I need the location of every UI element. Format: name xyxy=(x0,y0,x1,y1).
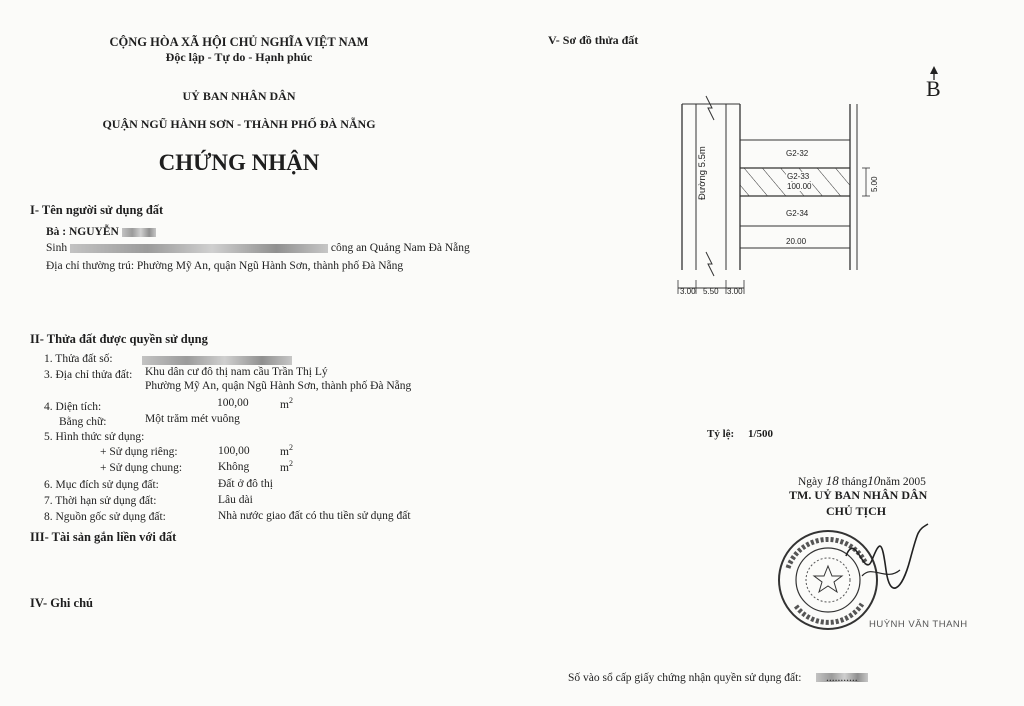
private-use-unit: $m^2$ xyxy=(280,443,293,458)
shared-use-value: Không xyxy=(218,461,250,473)
issue-date: Ngày 18 tháng10năm 2005 xyxy=(798,473,926,488)
area-unit: $m^2$ xyxy=(280,396,293,411)
usage-form-label: 5. Hình thức sử dụng: xyxy=(44,431,145,443)
redacted-name xyxy=(122,228,156,237)
signer-name: HUỲNH VĂN THANH xyxy=(869,619,968,630)
scale-value: 1/500 xyxy=(748,428,774,440)
owner-name-line xyxy=(46,226,156,238)
redacted-id xyxy=(70,244,328,253)
area-label: 4. Diện tích: xyxy=(44,401,102,413)
road-label: Đường 5.5m xyxy=(697,146,708,200)
section-5-heading: V- Sơ đồ thửa đất xyxy=(548,33,639,47)
signature-image xyxy=(842,520,932,592)
redacted-parcel-number xyxy=(142,356,292,365)
issue-month: 10 xyxy=(867,473,881,488)
section-1-heading: I- Tên người sử dụng đất xyxy=(30,203,164,217)
term-value: Lâu dài xyxy=(218,494,253,506)
owner-id-line xyxy=(46,242,470,254)
document-title: CHỨNG NHẬN xyxy=(158,150,320,175)
scale-label: Tỷ lệ: xyxy=(707,428,735,440)
lot-bottom-label: G2-34 xyxy=(786,209,809,218)
width-dimension: 5.00 xyxy=(870,176,879,192)
district-header: QUẬN NGŨ HÀNH SƠN - THÀNH PHỐ ĐÀ NẴNG xyxy=(102,117,376,131)
plot-plan xyxy=(660,90,880,310)
national-motto: Độc lập - Tự do - Hạnh phúc xyxy=(165,50,313,64)
register-value: ........... xyxy=(826,672,858,684)
owner-name-prefix: Bà : NGUYỄN xyxy=(46,226,119,238)
shared-use-label: + Sử dụng chung: xyxy=(100,462,183,474)
area-words-value: Một trăm mét vuông xyxy=(145,413,240,425)
parcel-address-label: 3. Địa chỉ thửa đất: xyxy=(44,369,133,381)
area-words-label: Bằng chữ: xyxy=(59,416,107,428)
authority-header: UỶ BAN NHÂN DÂN xyxy=(182,89,296,103)
section-4-heading: IV- Ghi chú xyxy=(30,596,93,610)
origin-label: 8. Nguồn gốc sử dụng đất: xyxy=(44,511,166,523)
purpose-label: 6. Mục đích sử dụng đất: xyxy=(44,479,159,491)
purpose-value: Đất ở đô thị xyxy=(218,478,273,490)
owner-id-prefix: Sinh xyxy=(46,242,68,254)
north-label: B xyxy=(926,76,941,101)
area-value: 100,00 xyxy=(217,397,249,409)
parcel-number-label: 1. Thửa đất số: xyxy=(44,353,113,365)
lot-mid-label: G2-33 xyxy=(787,172,810,181)
origin-value: Nhà nước giao đất có thu tiền sử dụng đất xyxy=(218,510,411,522)
owner-address: Địa chỉ thường trú: Phường Mỹ An, quận Ngũ Hành Sơn, thành phố Đà Nẵng xyxy=(46,260,404,272)
register-label: Số vào sổ cấp giấy chứng nhận quyền sử dụng đất: xyxy=(568,672,802,684)
length-dimension: 20.00 xyxy=(786,237,807,246)
owner-id-issuer: công an Quảng Nam Đà Nẵng xyxy=(330,242,470,254)
lot-top-label: G2-32 xyxy=(786,149,809,158)
shared-use-unit: $m^2$ xyxy=(280,459,293,474)
parcel-address-line-1: Khu dân cư đô thị nam cầu Trần Thị Lý xyxy=(145,366,328,378)
private-use-label: + Sử dụng riêng: xyxy=(100,446,178,458)
section-3-heading: III- Tài sản gắn liền với đất xyxy=(30,530,177,544)
dimension-c: 3.00 xyxy=(727,287,743,296)
dimension-a: 3.00 xyxy=(680,287,696,296)
dimension-b: 5.50 xyxy=(703,287,719,296)
section-2-heading: II- Thửa đất được quyền sử dụng xyxy=(30,332,208,346)
issue-day: 18 xyxy=(825,473,839,488)
lot-mid-area: 100.00 xyxy=(787,182,812,191)
parcel-address-line-2: Phường Mỹ An, quận Ngũ Hành Sơn, thành phố Đà Nẵng xyxy=(145,380,412,392)
sign-organization: TM. UỶ BAN NHÂN DÂN xyxy=(789,488,928,502)
private-use-value: 100,00 xyxy=(218,445,250,457)
sign-role: CHỦ TỊCH xyxy=(826,504,887,518)
country-header: CỘNG HÒA XÃ HỘI CHỦ NGHĨA VIỆT NAM xyxy=(109,35,369,49)
term-label: 7. Thời hạn sử dụng đất: xyxy=(44,495,157,507)
